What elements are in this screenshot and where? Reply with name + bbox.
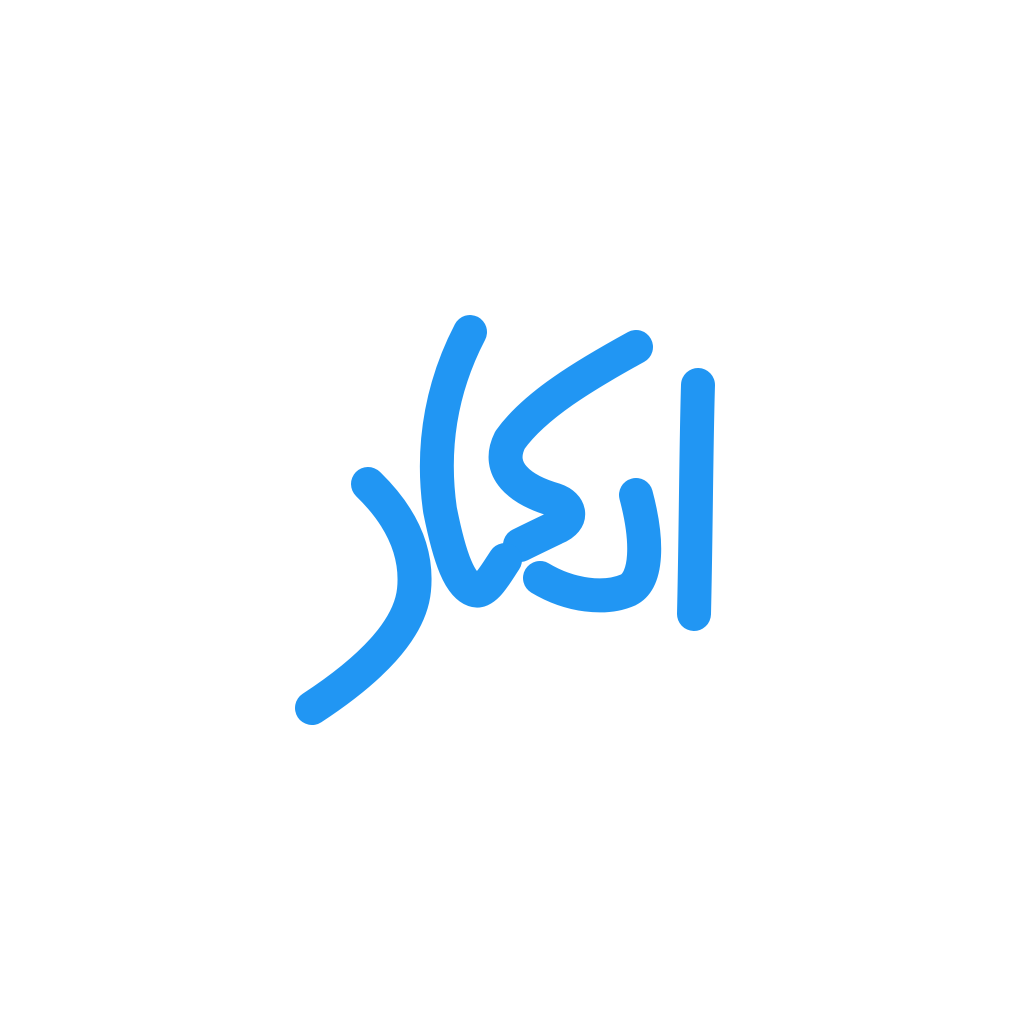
logo-stroke-alef bbox=[694, 385, 698, 614]
logo-stroke-ra bbox=[312, 484, 415, 708]
logo-stroke-zal bbox=[506, 347, 636, 545]
